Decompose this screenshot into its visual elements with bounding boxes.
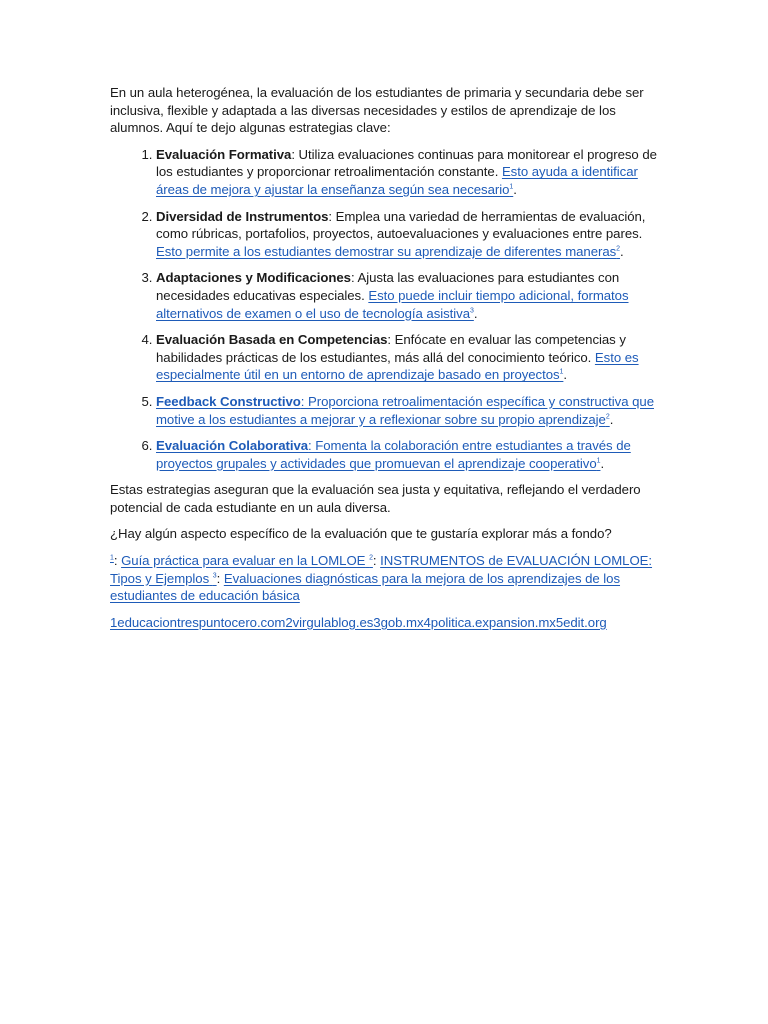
citation-link[interactable]: Esto puede incluir tiempo adicional, formatos alternativos de examen o el uso de tecnología asistiva$^3$ bbox=[156, 287, 629, 321]
citation-link[interactable]: Evaluación Colaborativa: Fomenta la colaboración entre estudiantes a través de proyectos grupales y actividades que promuevan el aprendizaje cooperativo$^1$ bbox=[156, 438, 631, 471]
item-text: : Enfócate en evaluar las competencias y habilidades prácticas de los estudiantes, más allá del conocimiento teórico. bbox=[156, 332, 626, 365]
item-text: : Ajusta las evaluaciones para estudiantes con necesidades educativas especiales. bbox=[156, 270, 620, 303]
reference-link-3[interactable]: Evaluaciones diagnósticas para la mejora de los aprendizajes de los estudiantes de educación básica bbox=[110, 570, 621, 604]
reference-link-1[interactable]: Guía práctica para evaluar en la LOMLOE $^2$ bbox=[121, 553, 373, 569]
citation-link[interactable]: Esto es especialmente útil en un entorno de aprendizaje basado en proyectos$^1$ bbox=[156, 349, 639, 383]
strategy-list bbox=[110, 146, 662, 473]
list-item: 1. Evaluación Formativa: Utiliza evaluaciones continuas para monitorear el progreso de los estudiantes y proporcionar retroalimentación constante. Esto ayuda a identificar áreas de mejora y ajustar la enseñanza según sea necesario$^1$. bbox=[156, 146, 662, 199]
list-item: 3. Adaptaciones y Modificaciones: Ajusta las evaluaciones para estudiantes con necesidades educativas especiales. Esto puede incluir tiempo adicional, formatos alternativos de examen o el uso de tecnología asistiva$^3$. bbox=[156, 269, 662, 322]
intro-paragraph: En un aula heterogénea, la evaluación de los estudiantes de primaria y secundaria debe ser inclusiva, flexible y adaptada a las diversas necesidades y estilos de aprendizaje de los alumnos. Aquí te dejo algunas estrategias clave: bbox=[110, 85, 644, 136]
item-title: Feedback Constructivo bbox=[156, 393, 301, 409]
item-title: Adaptaciones y Modificaciones bbox=[156, 270, 351, 286]
reference-link-2[interactable]: INSTRUMENTOS de EVALUACIÓN LOMLOE: Tipos y Ejemplos $^3$ bbox=[110, 553, 653, 586]
closing-paragraph: Estas estrategias aseguran que la evaluación sea justa y equitativa, reflejando el verdadero potencial de cada estudiante en un aula diversa. bbox=[110, 482, 641, 515]
citation-link[interactable]: Feedback Constructivo: Proporciona retroalimentación específica y constructiva que motive a los estudiantes a mejorar y a reflexionar sobre su propio aprendizaje$^2$ bbox=[156, 393, 654, 427]
references-line: $^1$: Guía práctica para evaluar en la LOMLOE $^2$: INSTRUMENTOS de EVALUACIÓN LOMLOE: Tipos y Ejemplos $^3$: Evaluaciones diagnósticas para la mejora de los aprendizajes de los estudiantes de educación básica bbox=[110, 553, 653, 604]
reference-number: 3 bbox=[212, 572, 217, 580]
list-item: 5. Feedback Constructivo: Proporciona retroalimentación específica y constructiva que motive a los estudiantes a mejorar y a reflexionar sobre su propio aprendizaje$^2$. bbox=[156, 393, 662, 428]
citation-superscript: 1 bbox=[559, 368, 564, 376]
citation-superscript: 1 bbox=[596, 457, 601, 465]
item-text: : Emplea una variedad de herramientas de evaluación, como rúbricas, portafolios, proyectos, autoevaluaciones y evaluaciones entre pares. bbox=[156, 208, 646, 242]
list-item: 4. Evaluación Basada en Competencias: Enfócate en evaluar las competencias y habilidades prácticas de los estudiantes, más allá del conocimiento teórico. Esto es especialmente útil en un entorno de aprendizaje basado en proyectos$^1$. bbox=[156, 331, 662, 384]
follow-up-question: ¿Hay algún aspecto específico de la evaluación que te gustaría explorar más a fondo? bbox=[110, 526, 612, 542]
source-domains-link[interactable]: 1educaciontrespuntocero.com2virgulablog.es3gob.mx4politica.expansion.mx5edit.org bbox=[110, 614, 607, 630]
citation-superscript: 2 bbox=[616, 245, 621, 253]
list-item: 2. Diversidad de Instrumentos: Emplea una variedad de herramientas de evaluación, como rúbricas, portafolios, proyectos, autoevaluaciones y evaluaciones entre pares. Esto permite a los estudiantes demostrar su aprendizaje de diferentes maneras$^2$. bbox=[156, 208, 662, 261]
item-title: Evaluación Basada en Competencias bbox=[156, 332, 388, 348]
item-title: Evaluación Formativa bbox=[156, 146, 292, 162]
citation-link[interactable]: Esto ayuda a identificar áreas de mejora y ajustar la enseñanza según sea necesario$^1$ bbox=[156, 164, 638, 197]
citation-superscript: 1 bbox=[509, 183, 514, 191]
reference-number: 2 bbox=[369, 554, 373, 562]
list-item: 6. Evaluación Colaborativa: Fomenta la colaboración entre estudiantes a través de proyectos grupales y actividades que promuevan el aprendizaje cooperativo$^1$. bbox=[156, 437, 662, 472]
item-title: Diversidad de Instrumentos bbox=[156, 208, 329, 224]
source-domains-line bbox=[110, 614, 662, 632]
citation-superscript: 3 bbox=[470, 307, 474, 315]
citation-superscript: 2 bbox=[605, 413, 610, 421]
item-title: Evaluación Colaborativa bbox=[156, 438, 309, 454]
item-text: : Utiliza evaluaciones continuas para monitorear el progreso de los estudiantes y proporcionar retroalimentación constante. bbox=[156, 146, 657, 180]
reference-number[interactable]: 1 bbox=[110, 554, 114, 562]
document-body bbox=[110, 84, 662, 631]
citation-link[interactable]: Esto permite a los estudiantes demostrar su aprendizaje de diferentes maneras$^2$ bbox=[156, 243, 621, 259]
